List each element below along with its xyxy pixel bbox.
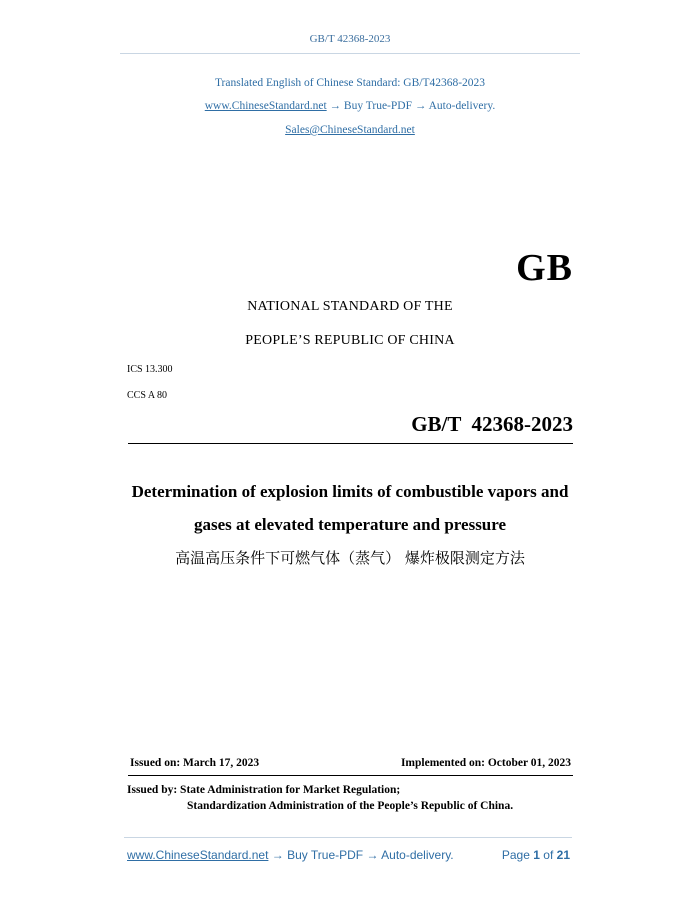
promo-buy-text: Buy True-PDF [343, 100, 412, 112]
arrow-right-icon: → [366, 848, 379, 862]
page-current: 1 [533, 848, 540, 862]
promo-delivery-text: Auto-delivery. [428, 100, 496, 112]
issued-by-line2: Standardization Administration of the People’s Republic of China. [187, 800, 514, 812]
promo-email-line [0, 124, 700, 136]
header-title: GB/T 42368-2023 [309, 33, 391, 45]
issued-by-line1: Issued by: State Administration for Market Regulation; [127, 784, 401, 796]
footer-buy-text: Buy True-PDF [287, 848, 364, 862]
footer-site-link[interactable]: www.ChineseStandard.net [127, 848, 269, 862]
page-of: of [543, 848, 554, 862]
title-english-line1: Determination of explosion limits of combustible vapors and [131, 482, 569, 501]
header-divider [120, 53, 580, 54]
arrow-right-icon: → [329, 100, 342, 112]
page-total: 21 [556, 848, 570, 862]
page-label: Page [501, 848, 530, 862]
footer-delivery-text: Auto-delivery. [381, 848, 454, 862]
ccs-code: CCS A 80 [127, 390, 168, 401]
promo-email-link[interactable]: Sales@ChineseStandard.net [285, 124, 415, 136]
national-standard-line: NATIONAL STANDARD OF THE [247, 299, 453, 314]
republic-line: PEOPLE’S REPUBLIC OF CHINA [245, 333, 455, 348]
promo-translation-line: Translated English of Chinese Standard: GB/T42368-2023 [214, 77, 486, 89]
implemented-on-date: Implemented on: October 01, 2023 [400, 757, 571, 769]
title-chinese: 高温高压条件下可燃气体（蒸气） 爆炸极限测定方法 [175, 549, 525, 567]
arrow-right-icon: → [271, 848, 284, 862]
gb-mark: GB [516, 247, 573, 289]
footer-divider [124, 837, 572, 838]
arrow-right-icon: → [414, 100, 427, 112]
promo-buy-line [0, 100, 700, 112]
issued-on-date: Issued on: March 17, 2023 [130, 757, 260, 769]
footer-buy-line [127, 848, 454, 862]
dates-row [130, 757, 571, 769]
promo-site-link[interactable]: www.ChineseStandard.net [204, 100, 327, 112]
standard-number-divider [128, 443, 573, 444]
page-indicator [502, 848, 570, 862]
title-english-line2: gases at elevated temperature and pressure [193, 515, 507, 534]
standard-number: GB/T 42368-2023 [411, 412, 573, 436]
ics-code: ICS 13.300 [127, 364, 173, 375]
dates-divider [128, 775, 573, 776]
